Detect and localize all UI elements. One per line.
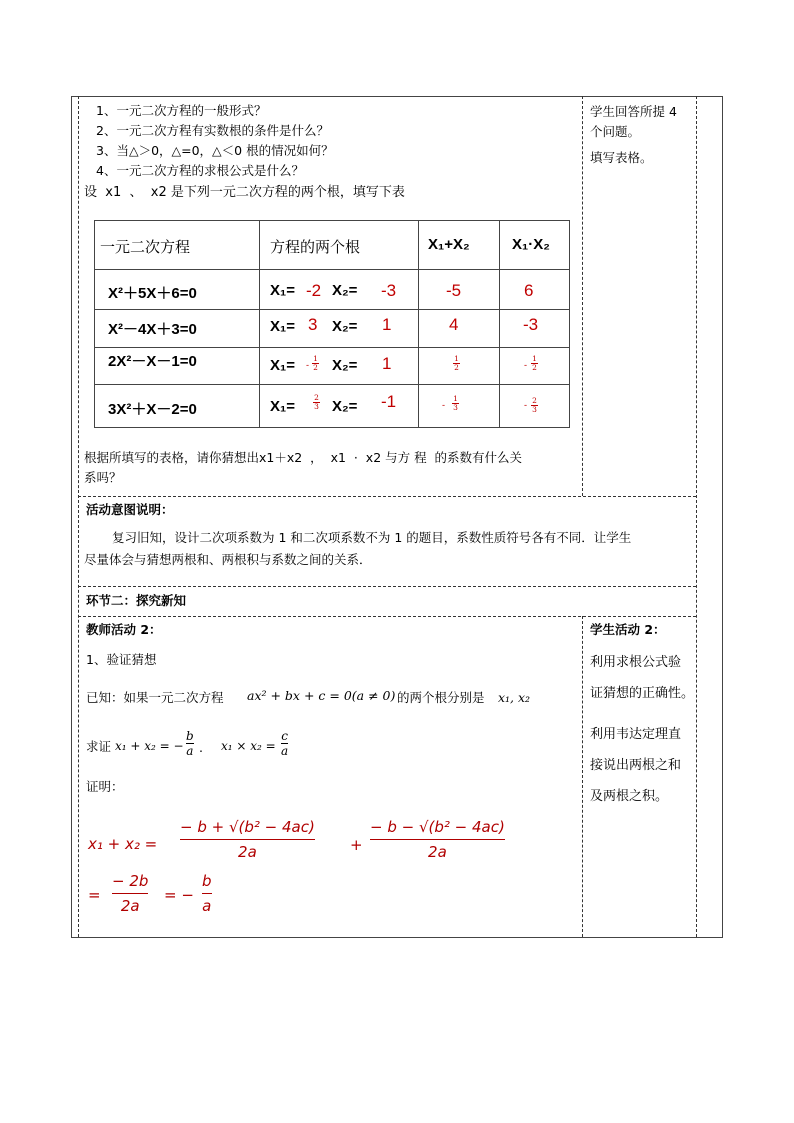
x2-label: X₂=	[332, 398, 358, 415]
header-roots: 方程的两个根	[270, 239, 361, 256]
student-line-1: 利用求根公式验	[590, 655, 682, 670]
row-2-product: -3	[523, 315, 539, 334]
row-3-product: 1 2	[532, 354, 537, 372]
row-1-x1: -2	[306, 281, 322, 300]
proof-numerator-2: − b − √(b² − 4ac)	[370, 818, 505, 836]
proof-fraction-1	[180, 818, 315, 861]
x1-label: X₁=	[270, 398, 295, 415]
proof-denominator-1: 2a	[238, 843, 257, 861]
proof-label: 证明：	[86, 779, 124, 794]
x2-label: X₂=	[332, 282, 358, 299]
row-4-x2: -1	[381, 392, 397, 411]
row-3-sum: 1 2	[454, 354, 459, 372]
prove-product-lhs: x₁ × x₂ =	[221, 739, 276, 753]
row-4-sum: 1 3	[453, 394, 458, 412]
row-4-x1: 2 3	[314, 393, 319, 411]
equation-row-4: 3X²＋X－2=0	[108, 401, 197, 418]
proof-numerator-1: − b + √(b² − 4ac)	[180, 818, 315, 836]
student-line-2: 证猜想的正确性。	[590, 686, 695, 701]
intent-title: 活动意图说明：	[86, 502, 174, 517]
row-1-product: 6	[524, 281, 534, 300]
student-line-5: 及两根之积。	[590, 789, 669, 804]
header-sum: X₁+X₂	[428, 236, 470, 253]
x1-label: X₁=	[270, 318, 295, 335]
x2-label: X₂=	[332, 357, 358, 374]
student-activity-title: 学生活动 2：	[590, 622, 666, 637]
student-note-1: 学生回答所提 4	[590, 104, 677, 119]
prove-product-fraction: c a	[281, 729, 289, 758]
header-product: X₁·X₂	[512, 236, 550, 253]
prove-sum-lhs: x₁ + x₂ = −	[115, 739, 184, 753]
known-prefix: 已知：如果一元二次方程	[86, 690, 224, 705]
known-equation: ax² + bx + c = 0(a ≠ 0)	[247, 688, 396, 703]
header-equation: 一元二次方程	[100, 239, 191, 256]
equation-row-1: X²＋5X＋6=0	[108, 285, 197, 302]
student-note-3: 填写表格。	[590, 150, 653, 165]
step-1: 1、验证猜想	[86, 652, 157, 667]
student-line-4: 接说出两根之和	[590, 758, 682, 773]
row-3-x2: 1	[382, 354, 392, 373]
x2-label: X₂=	[332, 318, 358, 335]
known-suffix: 的两个根分别是	[397, 690, 485, 705]
proof-fraction-3	[112, 872, 148, 915]
question-1: 1、一元二次方程的一般形式？	[96, 103, 267, 118]
x1-label: X₁=	[270, 282, 295, 299]
table-intro: 设 x1 、 x2 是下列一元二次方程的两个根，填写下表	[84, 185, 405, 200]
row-3-x1: 1 2	[313, 354, 318, 372]
row-1-x2: -3	[381, 281, 397, 300]
equation-row-2: X²－4X＋3=0	[108, 321, 197, 338]
row-4-product: 2 3	[532, 396, 537, 414]
student-line-3: 利用韦达定理直	[590, 727, 682, 742]
row-2-x1: 3	[308, 315, 318, 334]
student-note-2: 个问题。	[590, 124, 641, 139]
intent-line-1: 复习旧知，设计二次项系数为 1 和二次项系数不为 1 的题目，系数性质符号各有不同．让学生	[112, 530, 632, 545]
proof-line-2-numerator: − 2b	[112, 872, 149, 890]
guess-question-1: 根据所填写的表格，请你猜想出x1＋x2 ， x1 · x2 与方 程 的系数有什么关	[84, 450, 523, 465]
intent-line-2: 尽量体会与猜想两根和、两根积与系数之间的关系．	[84, 552, 372, 567]
section-2-title: 环节二：探究新知	[86, 593, 187, 608]
row-2-x2: 1	[382, 315, 392, 334]
proof-line-2-denominator: 2a	[120, 897, 140, 915]
proof-fraction-4	[202, 872, 212, 915]
question-4: 4、一元二次方程的求根公式是什么？	[96, 163, 304, 178]
row-1-sum: -5	[446, 281, 462, 300]
x1-label: X₁=	[270, 357, 295, 374]
proof-line-1-lhs: x₁ + x₂ =	[88, 835, 158, 853]
row-2-sum: 4	[449, 315, 459, 334]
known-roots: x₁, x₂	[498, 690, 531, 705]
proof-line-2-rhs-numerator: b	[202, 872, 212, 890]
question-2: 2、一元二次方程有实数根的条件是什么？	[96, 123, 329, 138]
teacher-activity-title: 教师活动 2：	[86, 622, 162, 637]
equation-row-3: 2X²－X－1=0	[108, 353, 197, 370]
prove-sum-fraction: b a	[186, 729, 194, 758]
proof-line-2-rhs-denominator: a	[202, 897, 212, 915]
proof-fraction-2	[370, 818, 505, 861]
proof-denominator-2: 2a	[428, 843, 447, 861]
guess-question-2: 系吗？	[84, 470, 122, 485]
prove-prefix: 求证	[86, 739, 112, 754]
question-3: 3、当△＞0，△=0，△＜0 根的情况如何？	[96, 143, 334, 158]
